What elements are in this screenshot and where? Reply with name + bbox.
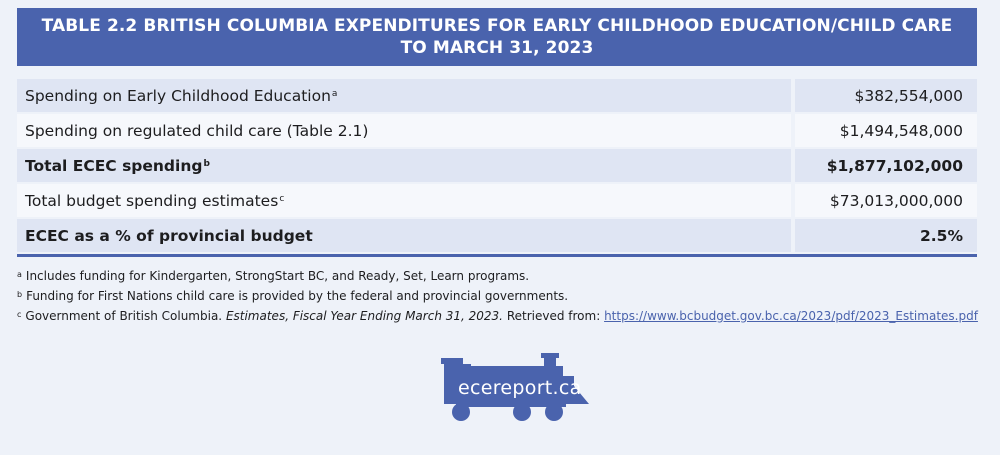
row-value: $1,494,548,000 (795, 114, 977, 147)
row-label: Total budget spending estimates $^c$ (17, 184, 791, 217)
table-row (17, 149, 977, 184)
table-row (17, 219, 977, 254)
footnote-b: $^b$ Funding for First Nations child care is provided by the federal and provincial governments. (17, 289, 569, 303)
footnote-c: $^c$ Government of British Columbia. Estimates, Fiscal Year Ending March 31, 2023. Retrieved from: https://www.bcbudget.gov.bc.ca/2023/pdf/2023_Estimates.pdf (17, 309, 978, 323)
footnotes (17, 266, 982, 326)
table-row (17, 184, 977, 219)
footnote-marker: a (331, 88, 338, 99)
estimates-link[interactable]: https://www.bcbudget.gov.bc.ca/2023/pdf/2023_Estimates.pdf (604, 309, 978, 323)
row-label: ECEC as a % of provincial budget (17, 219, 791, 252)
table-title (17, 8, 977, 66)
logo-text: ecereport.ca (458, 377, 582, 399)
row-value: $382,554,000 (795, 79, 977, 112)
table-row (17, 114, 977, 149)
footnote-a: $^a$ Includes funding for Kindergarten, StrongStart BC, and Ready, Set, Learn programs. (17, 269, 530, 283)
footnote-marker: b (203, 158, 210, 169)
row-label: Spending on Early Childhood Education $^a$ (17, 79, 791, 112)
row-label: Total ECEC spending $^b$ (17, 149, 791, 182)
table-title-line2: TO MARCH 31, 2023 (400, 38, 594, 58)
footnote-marker: c (279, 193, 285, 204)
table-row (17, 79, 977, 114)
row-value: $1,877,102,000 (795, 149, 977, 182)
expenditure-table (17, 79, 977, 257)
row-value: 2.5% (795, 219, 977, 252)
table-title-line1: TABLE 2.2 BRITISH COLUMBIA EXPENDITURES FOR EARLY CHILDHOOD EDUCATION/CHILD CARE (41, 16, 953, 36)
row-label: Spending on regulated child care (Table 2.1) (17, 114, 791, 147)
row-value: $73,013,000,000 (795, 184, 977, 217)
